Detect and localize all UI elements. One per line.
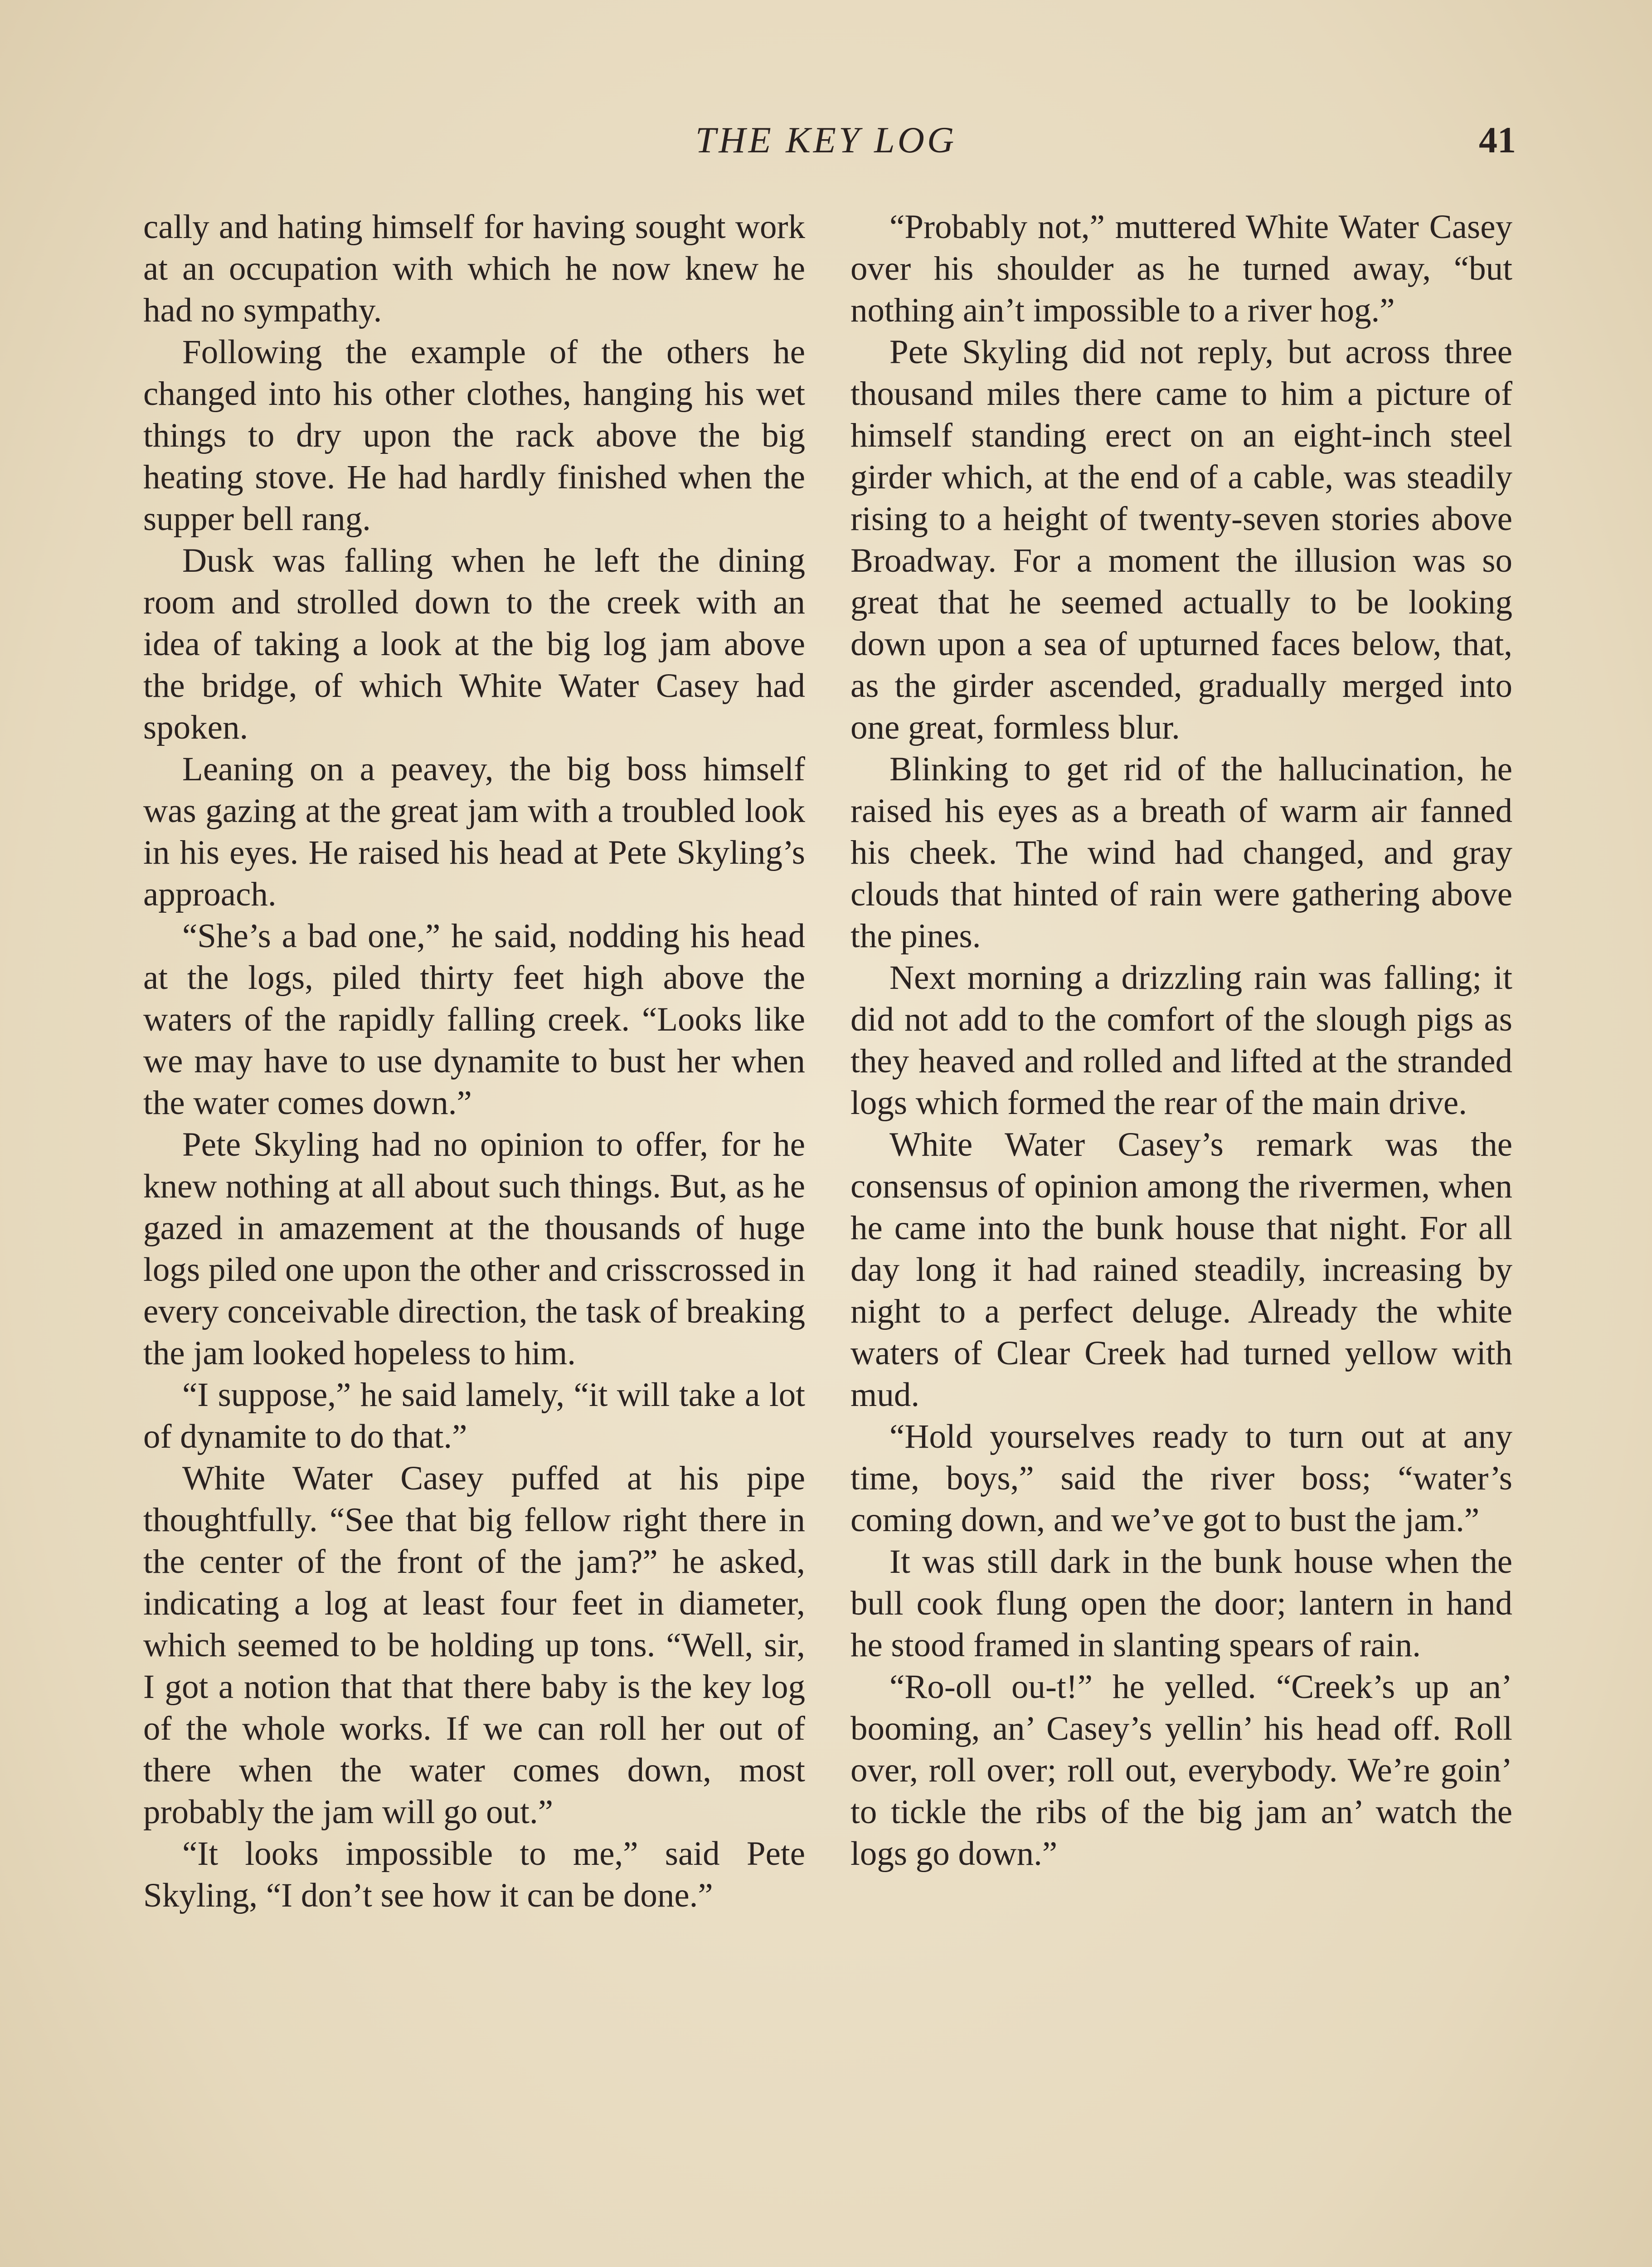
paragraph: White Water Casey’s remark was the consensus of opinion among the rivermen, when he came into the bunk house that night. For all day long it had rained steadily, increasing by night to a perfect deluge. Already the white waters of Clear Creek had turned yellow with mud.	[850, 1126, 1512, 1414]
left-column	[143, 206, 805, 1917]
paragraph: “Probably not,” muttered White Water Casey over his shoulder as he turned away, “but nothing ain’t impossible to a river hog.”	[850, 208, 1512, 329]
paragraph: Following the example of the others he changed into his other clothes, hanging his wet things to dry upon the rack above the big heating stove. He had hardly finished when the supper bell rang.	[143, 333, 805, 538]
paragraph: White Water Casey puffed at his pipe thoughtfully. “See that big fellow right there in the center of the front of the jam?” he asked, indicating a log at least four feet in diameter, which seemed to be holding up tons. “Well, sir, I got a notion that that there baby is the key log of the whole works. If we can roll her out of there when the water comes down, most probably the jam will go out.”	[143, 1459, 805, 1831]
paragraph: Pete Skyling had no opinion to offer, for he knew nothing at all about such things. But, as he gazed in amazement at the thousands of huge logs piled one upon the other and crisscrossed in every conceivable direction, the task of breaking the jam looked hopeless to him.	[143, 1126, 805, 1372]
paragraph: “She’s a bad one,” he said, nodding his head at the logs, piled thirty feet high above the waters of the rapidly falling creek. “Looks like we may have to use dynamite to bust her when the water comes down.”	[143, 917, 805, 1122]
paragraph: “I suppose,” he said lamely, “it will take a lot of dynamite to do that.”	[143, 1376, 805, 1455]
paragraph: Leaning on a peavey, the big boss himself was gazing at the great jam with a troubled look in his eyes. He raised his head at Pete Skyling’s approach.	[143, 750, 805, 913]
running-title: THE KEY LOG	[695, 119, 957, 161]
right-column	[850, 206, 1512, 1875]
paragraph: Dusk was falling when he left the dining room and strolled down to the creek with an idea of taking a look at the big log jam above the bridge, of which White Water Casey had spoken.	[143, 542, 805, 746]
paragraph: “It looks impossible to me,” said Pete Skyling, “I don’t see how it can be done.”	[143, 1835, 805, 1914]
paragraph: Next morning a drizzling rain was falling; it did not add to the comfort of the slough pigs as they heaved and rolled and lifted at the stranded logs which formed the rear of the main drive.	[850, 959, 1512, 1122]
running-head	[0, 119, 1652, 169]
page-number: 41	[1479, 119, 1516, 161]
paragraph: cally and hating himself for having sought work at an occupation with which he now knew he had no sympathy.	[143, 208, 805, 329]
paragraph: “Ro-oll ou-t!” he yelled. “Creek’s up an’ booming, an’ Casey’s yellin’ his head off. Roll over, roll over; roll out, everybody. We’re goin’ to tickle the ribs of the big jam an’ watch the logs go down.”	[850, 1668, 1512, 1873]
paragraph: “Hold yourselves ready to turn out at any time, boys,” said the river boss; “water’s coming down, and we’ve got to bust the jam.”	[850, 1418, 1512, 1539]
paragraph: Pete Skyling did not reply, but across three thousand miles there came to him a picture of himself standing erect on an eight-inch steel girder which, at the end of a cable, was steadily rising to a height of twenty-seven stories above Broadway. For a moment the illusion was so great that he seemed actually to be looking down upon a sea of upturned faces below, that, as the girder ascended, gradually merged into one great, formless blur.	[850, 333, 1512, 746]
paragraph: It was still dark in the bunk house when the bull cook flung open the door; lantern in hand he stood framed in slanting spears of rain.	[850, 1543, 1512, 1664]
paragraph: Blinking to get rid of the hallucination, he raised his eyes as a breath of warm air fanned his cheek. The wind had changed, and gray clouds that hinted of rain were gathering above the pines.	[850, 750, 1512, 955]
